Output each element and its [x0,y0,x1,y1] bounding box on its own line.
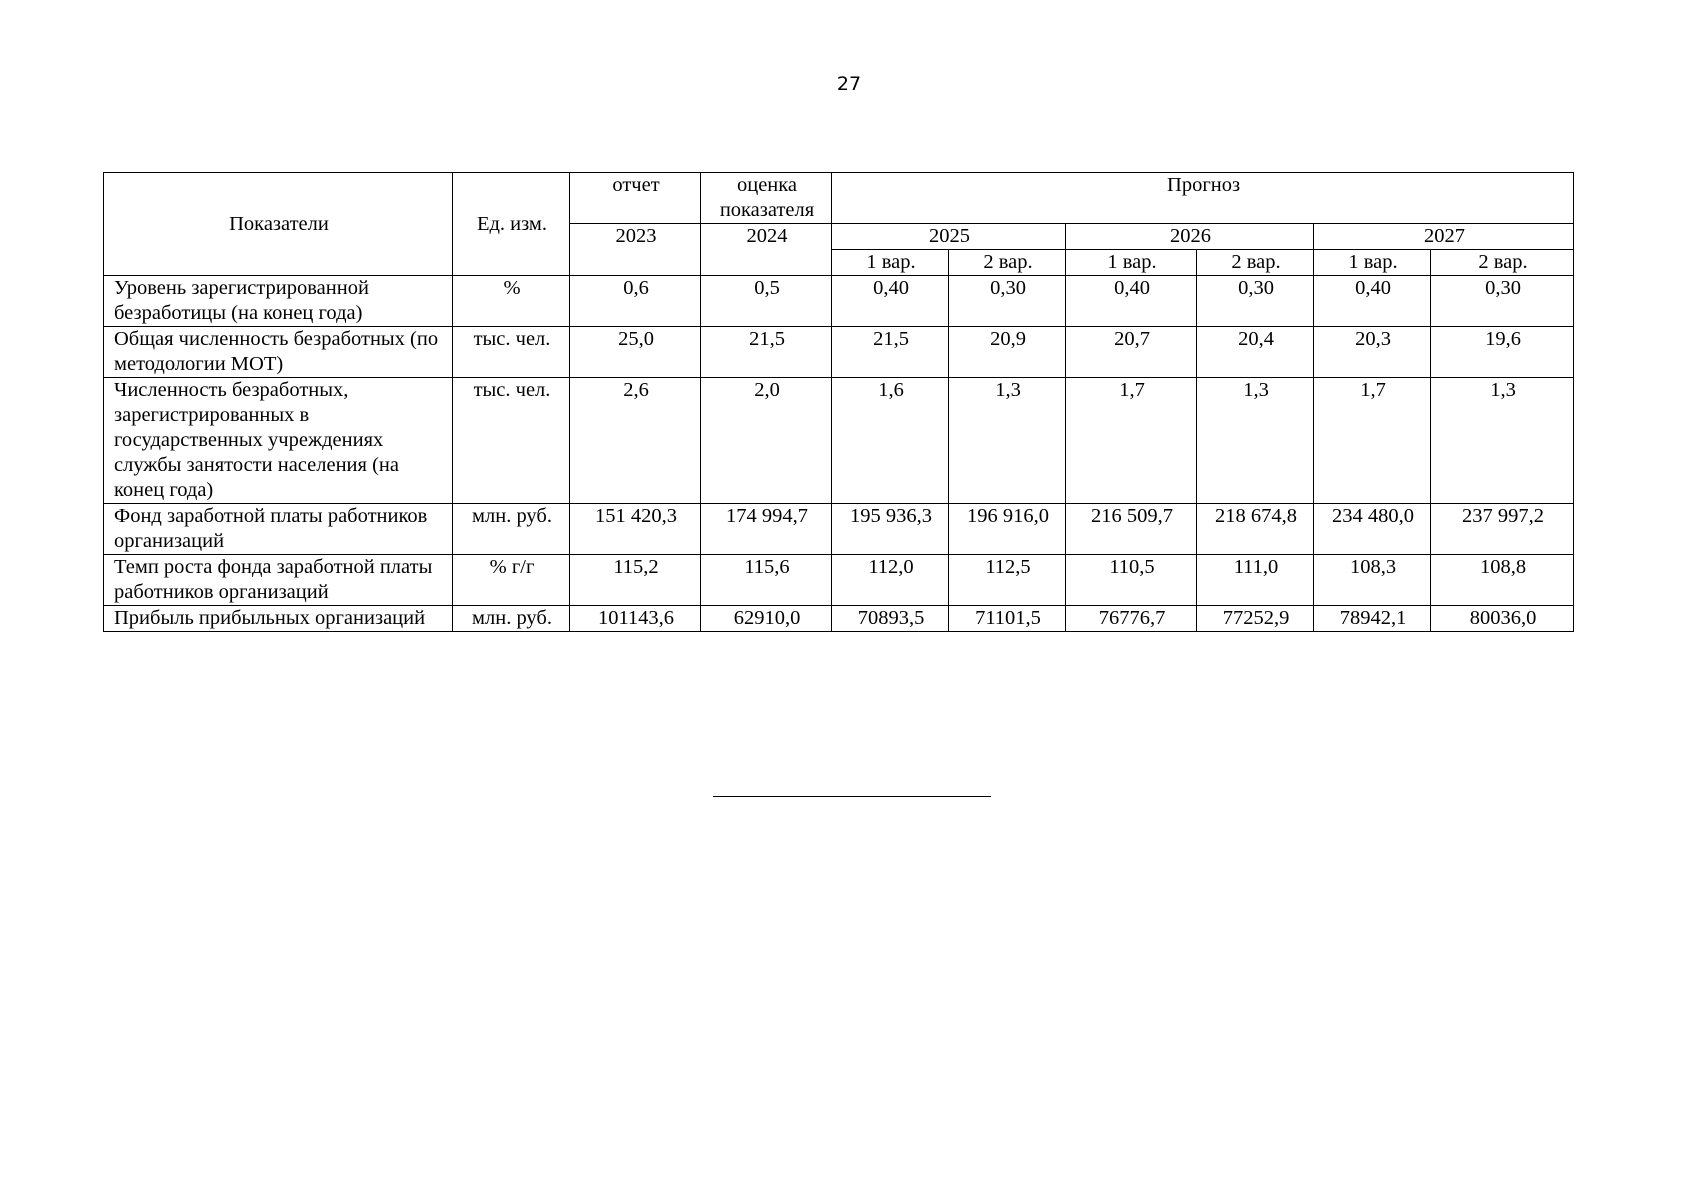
value-cell: 71101,5 [949,606,1066,632]
value-cell: 112,0 [832,555,949,606]
value-cell: 110,5 [1066,555,1197,606]
header-indicator: Показатели [104,173,453,276]
header-variant: 1 вар. [832,250,949,276]
value-cell: 20,9 [949,327,1066,378]
value-cell: 218 674,8 [1197,504,1314,555]
value-cell: 115,6 [701,555,832,606]
value-cell: 21,5 [701,327,832,378]
unit-cell: млн. руб. [453,606,570,632]
unit-cell: млн. руб. [453,504,570,555]
value-cell: 78942,1 [1314,606,1431,632]
value-cell: 0,30 [1431,276,1574,327]
value-cell: 1,6 [832,378,949,504]
separator-line [713,796,991,797]
indicator-cell: Общая численность безработных (по методологии МОТ) [104,327,453,378]
value-cell: 108,8 [1431,555,1574,606]
value-cell: 0,5 [701,276,832,327]
value-cell: 21,5 [832,327,949,378]
value-cell: 1,3 [1197,378,1314,504]
value-cell: 151 420,3 [570,504,701,555]
unit-cell: тыс. чел. [453,378,570,504]
header-estimate: оценка показателя [701,173,832,224]
value-cell: 2,6 [570,378,701,504]
indicator-cell: Темп роста фонда заработной платы работников организаций [104,555,453,606]
table-row [104,327,1574,378]
value-cell: 20,7 [1066,327,1197,378]
value-cell: 0,40 [1066,276,1197,327]
header-year-2023: 2023 [570,224,701,276]
value-cell: 19,6 [1431,327,1574,378]
table-row [104,504,1574,555]
value-cell: 1,7 [1314,378,1431,504]
value-cell: 62910,0 [701,606,832,632]
value-cell: 115,2 [570,555,701,606]
value-cell: 0,6 [570,276,701,327]
indicator-cell: Уровень зарегистрированной безработицы (на конец года) [104,276,453,327]
value-cell: 76776,7 [1066,606,1197,632]
value-cell: 111,0 [1197,555,1314,606]
indicator-cell: Численность безработных, зарегистрированных в государственных учреждениях службы занятости населения (на конец года) [104,378,453,504]
value-cell: 20,4 [1197,327,1314,378]
value-cell: 77252,9 [1197,606,1314,632]
table-row [104,555,1574,606]
header-row-1 [104,173,1574,224]
value-cell: 1,3 [949,378,1066,504]
header-forecast: Прогноз [832,173,1574,224]
unit-cell: тыс. чел. [453,327,570,378]
value-cell: 2,0 [701,378,832,504]
value-cell: 174 994,7 [701,504,832,555]
value-cell: 237 997,2 [1431,504,1574,555]
header-variant: 2 вар. [1431,250,1574,276]
header-year-2027: 2027 [1314,224,1574,250]
header-variant: 2 вар. [1197,250,1314,276]
forecast-table [103,172,1574,632]
value-cell: 80036,0 [1431,606,1574,632]
value-cell: 112,5 [949,555,1066,606]
table-row [104,276,1574,327]
header-year-2026: 2026 [1066,224,1314,250]
table-row [104,378,1574,504]
value-cell: 101143,6 [570,606,701,632]
unit-cell: % г/г [453,555,570,606]
table-row [104,606,1574,632]
value-cell: 20,3 [1314,327,1431,378]
value-cell: 70893,5 [832,606,949,632]
value-cell: 25,0 [570,327,701,378]
value-cell: 0,40 [1314,276,1431,327]
header-variant: 1 вар. [1066,250,1197,276]
value-cell: 195 936,3 [832,504,949,555]
value-cell: 0,30 [949,276,1066,327]
indicator-cell: Прибыль прибыльных организаций [104,606,453,632]
page-number: 27 [836,73,862,95]
header-year-2025: 2025 [832,224,1066,250]
value-cell: 196 916,0 [949,504,1066,555]
value-cell: 1,3 [1431,378,1574,504]
header-year-2024: 2024 [701,224,832,276]
value-cell: 108,3 [1314,555,1431,606]
value-cell: 234 480,0 [1314,504,1431,555]
value-cell: 0,40 [832,276,949,327]
header-variant: 2 вар. [949,250,1066,276]
value-cell: 1,7 [1066,378,1197,504]
header-report: отчет [570,173,701,224]
unit-cell: % [453,276,570,327]
value-cell: 0,30 [1197,276,1314,327]
value-cell: 216 509,7 [1066,504,1197,555]
header-unit: Ед. изм. [453,173,570,276]
header-variant: 1 вар. [1314,250,1431,276]
indicator-cell: Фонд заработной платы работников организаций [104,504,453,555]
